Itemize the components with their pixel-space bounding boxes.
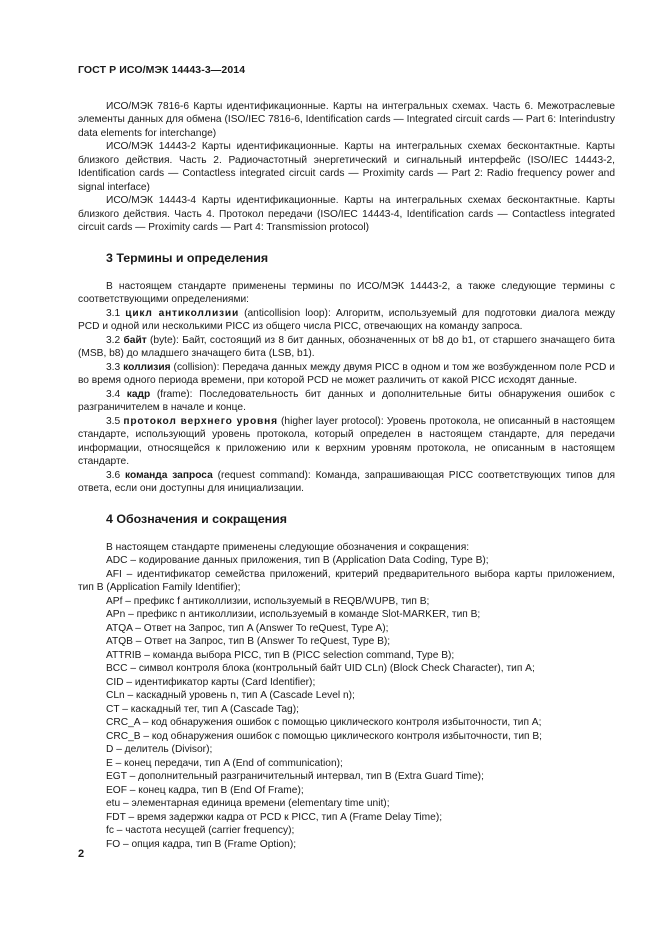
term-name: команда запроса: [125, 469, 213, 481]
reference-item: ИСО/МЭК 14443-4 Карты идентификационные. Карты на интегральных схемах бесконтактные. Карты близкого действия. Часть 4. Протокол передачи (ISO/IEC 14443-4, Identification cards — Contactless integrated circuit cards — Proximity cards — Part 4: Transmission protocol): [78, 195, 615, 233]
section-3-intro: В настоящем стандарте применены термины по ИСО/МЭК 14443-2, а также следующие термины с соответствующими определениями:: [78, 280, 615, 305]
section-4-body: [78, 541, 615, 852]
term-text: (frame): Последовательность бит данных и дополнительные биты обнаружения ошибок с разграничителем в начале и конце.: [78, 388, 615, 413]
section-4-intro: В настоящем стандарте применены следующие обозначения и сокращения:: [106, 541, 470, 553]
term-number: 3.2: [106, 334, 121, 346]
abbreviation-item: BCC – символ контроля блока (контрольный байт UID CLn) (Block Check Character), тип A;: [106, 663, 535, 674]
abbreviation-item: CRC_B – код обнаружения ошибок с помощью циклического контроля избыточности, тип B;: [106, 730, 542, 742]
abbreviation-item: ATQA – Ответ на Запрос, тип A (Answer To reQuest, Type A);: [106, 622, 389, 634]
term-number: 3.6: [106, 469, 121, 481]
abbreviation-item: FDT – время задержки кадра от PCD к PICC, тип A (Frame Delay Time);: [106, 811, 443, 823]
document-header: ГОСТ Р ИСО/МЭК 14443-3—2014: [78, 64, 246, 76]
abbreviation-item: D – делитель (Divisor);: [106, 744, 213, 755]
abbreviation-item: ATTRIB – команда выбора PICC, тип B (PICC selection command, Type B);: [106, 649, 455, 661]
term-definition: [78, 469, 615, 496]
term-name: байт: [123, 334, 147, 346]
section-3-body: [78, 280, 615, 496]
term-name: кадр: [126, 388, 151, 400]
abbreviation-item: APf – префикс f антиколлизии, используемый в REQB/WUPB, тип B;: [106, 595, 430, 607]
term-name: протокол верхнего уровня: [123, 415, 278, 427]
term-number: 3.3: [106, 361, 121, 373]
reference-item: ИСО/МЭК 14443-2 Карты идентификационные. Карты на интегральных схемах бесконтактные. Карты близкого действия. Часть 2. Радиочастотный энергетический и сигнальный интерфейс (ISO/IEC 14443-2, Identification cards — Contactless integrated circuit cards — Proximity cards — Part 2: Radio frequency power and signal interface): [78, 141, 615, 193]
term-text: (collision): Передача данных между двумя PICC в одном и том же возбужденном поле PCD и во время одного периода времени, при которой PCD не может различить от какой PICC исходят данные.: [78, 361, 615, 386]
normative-references: [78, 100, 615, 235]
term-name: коллизия: [123, 361, 171, 373]
abbreviation-item: etu – элементарная единица времени (elementary time unit);: [106, 798, 390, 809]
page-number: 2: [78, 848, 85, 860]
abbreviation-item: CID – идентификатор карты (Card Identifier);: [106, 676, 316, 688]
term-number: 3.5: [106, 415, 121, 427]
term-name: цикл антиколлизии: [125, 307, 240, 319]
term-text: (anticollision loop): Алгоритм, используемый для подготовки диалога между PCD и одной или несколькими PICC из общего числа PICC, отвечающих на команду запроса.: [78, 307, 615, 332]
abbreviation-item: CT – каскадный тег, тип A (Cascade Tag);: [106, 703, 299, 715]
term-text: (higher layer protocol): Уровень протокола, не описанный в настоящем стандарте, использующий уровень протокола, который определен в настоящем стандарте, для передачи информации, относящейся к приложению или к верхним уровням протокола, не описанным в настоящем стандарте.: [78, 415, 615, 467]
abbreviation-item: E – конец передачи, тип A (End of communication);: [106, 757, 343, 769]
term-text: (request command): Команда, запрашивающая PICC соответствующих типов для ответа, если они доступны для инициализации.: [78, 469, 615, 494]
term-number: 3.1: [106, 307, 121, 319]
term-definition: [78, 307, 615, 334]
term-definition: [78, 415, 615, 469]
section-3-title: 3 Термины и определения: [106, 250, 269, 265]
abbreviation-item: fc – частота несущей (carrier frequency);: [106, 825, 295, 836]
term-text: (byte): Байт, состоящий из 8 бит данных, обозначенных от b8 до b1, от старшего значащего бита (MSB, b8) до младшего значащего бита (LSB, b1).: [78, 334, 615, 359]
term-definition: [78, 334, 615, 361]
abbreviation-item: EOF – конец кадра, тип B (End Of Frame);: [106, 784, 304, 796]
abbreviation-item: ADC – кодирование данных приложения, тип B (Application Data Coding, Type B);: [106, 555, 489, 566]
abbreviation-item: APn – префикс n антиколлизии, используемый в команде Slot-MARKER, тип B;: [106, 609, 481, 620]
section-4-title: 4 Обозначения и сокращения: [106, 511, 287, 526]
term-definition: [78, 361, 615, 388]
abbreviation-item: EGT – дополнительный разграничительный интервал, тип B (Extra Guard Time);: [106, 771, 484, 782]
term-number: 3.4: [106, 388, 121, 400]
abbreviation-item: CRC_A – код обнаружения ошибок с помощью циклического контроля избыточности, тип A;: [106, 717, 542, 728]
reference-item: ИСО/МЭК 7816-6 Карты идентификационные. Карты на интегральных схемах. Часть 6. Межотраслевые элементы данных для обмена (ISO/IEC 7816-6, Identification cards — Integrated circuit cards — Part 6: Interindustry data elements for interchange): [78, 100, 615, 139]
term-definition: [78, 388, 615, 415]
abbreviation-item: AFI – идентификатор семейства приложений, критерий предварительного выбора карты приложением, тип B (Application Family Identifier);: [78, 568, 615, 593]
abbreviation-item: CLn – каскадный уровень n, тип A (Cascade Level n);: [106, 690, 355, 701]
abbreviation-item: FO – опция кадра, тип B (Frame Option);: [106, 838, 297, 850]
abbreviation-item: ATQB – Ответ на Запрос, тип B (Answer To reQuest, Type B);: [106, 636, 391, 647]
